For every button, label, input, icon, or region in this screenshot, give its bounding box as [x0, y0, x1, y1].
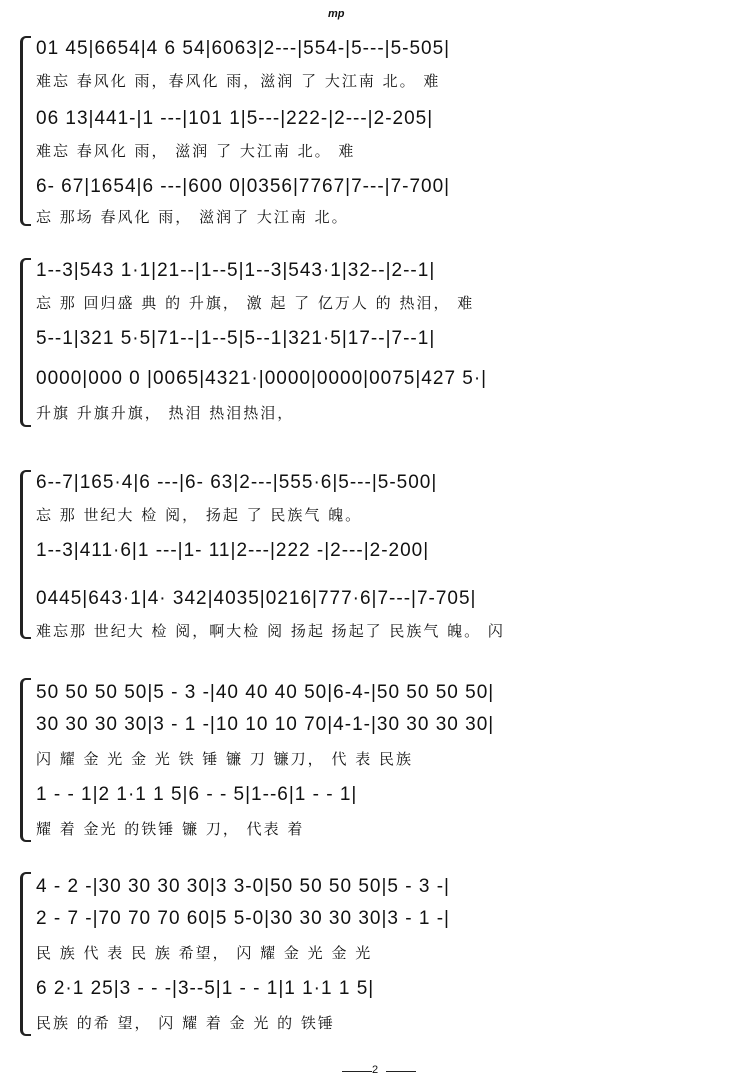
- lyrics-row: 难忘 春风化 雨， 滋润 了 大江南 北。 难: [36, 142, 356, 160]
- lyrics-row: 忘 那 世纪大 检 阅， 扬起 了 民族气 魄。: [36, 506, 363, 524]
- lyrics-row: 忘 那 回归盛 典 的 升旗， 激 起 了 亿万人 的 热泪， 难: [36, 294, 475, 312]
- system-5: [0, 866, 750, 1046]
- notes-row: 0445|643·1|4· 342|4035|0216|777·6|7---|7-705|: [36, 588, 477, 609]
- notes-row: 5--1|321 5·5|71--|1--5|5--1|321·5|17--|7--1|: [36, 328, 436, 349]
- lyrics-row: 耀 着 金光 的铁锤 镰 刀， 代表 着: [36, 820, 305, 838]
- system-4: [0, 672, 750, 852]
- lyrics-row: 民 族 代 表 民 族 希望， 闪 耀 金 光 金 光: [36, 944, 373, 962]
- notes-row: 30 30 30 30|3 - 1 -|10 10 10 70|4-1-|30 30 30 30|: [36, 714, 495, 735]
- system-bracket: [20, 872, 31, 1036]
- system-bracket: [20, 678, 31, 842]
- notes-row: 2 - 7 -|70 70 70 60|5 5-0|30 30 30 30|3 - 1 -|: [36, 908, 450, 929]
- page-number: 2: [371, 1064, 379, 1076]
- notes-row: 1 - - 1|2 1·1 1 5|6 - - 5|1--6|1 - - 1|: [36, 784, 358, 805]
- lyrics-row: 闪 耀 金 光 金 光 铁 锤 镰 刀 镰刀， 代 表 民族: [36, 750, 413, 768]
- notes-row: 50 50 50 50|5 - 3 -|40 40 40 50|6-4-|50 50 50 50|: [36, 682, 495, 703]
- notes-row: 1--3|411·6|1 ---|1- 11|2---|222 -|2---|2-200|: [36, 540, 430, 561]
- notes-row: 0000|000 0 |0065|4321·|0000|0000|0075|427 5·|: [36, 368, 488, 389]
- system-3: [0, 462, 750, 652]
- system-1: [0, 28, 750, 233]
- notes-row: 4 - 2 -|30 30 30 30|3 3-0|50 50 50 50|5 - 3 -|: [36, 876, 450, 897]
- dynamic-mark: mp: [328, 8, 345, 20]
- notes-row: 01 45|6654|4 6 54|6063|2---|554-|5---|5-505|: [36, 38, 451, 59]
- notes-row: 6 2·1 25|3 - - -|3--5|1 - - 1|1 1·1 1 5|: [36, 978, 375, 999]
- system-2: [0, 250, 750, 440]
- lyrics-row: 难忘那 世纪大 检 阅，啊大检 阅 扬起 扬起了 民族气 魄。 闪: [36, 622, 505, 640]
- notes-row: 6- 67|1654|6 ---|600 0|0356|7767|7---|7-700|: [36, 176, 451, 197]
- lyrics-row: 难忘 春风化 雨，春风化 雨，滋润 了 大江南 北。 难: [36, 72, 441, 90]
- lyrics-row: 升旗 升旗升旗， 热泪 热泪热泪，: [36, 404, 295, 422]
- system-bracket: [20, 470, 31, 639]
- system-bracket: [20, 258, 31, 427]
- notes-row: 6--7|165·4|6 ---|6- 63|2---|555·6|5---|5-500|: [36, 472, 438, 493]
- lyrics-row: 民族 的希 望， 闪 耀 着 金 光 的 铁锤: [36, 1014, 335, 1032]
- notes-row: 1--3|543 1·1|21--|1--5|1--3|543·1|32--|2--1|: [36, 260, 436, 281]
- notes-row: 06 13|441-|1 ---|101 1|5---|222-|2---|2-205|: [36, 108, 434, 129]
- lyrics-row: 忘 那场 春风化 雨， 滋润了 大江南 北。: [36, 208, 349, 226]
- system-bracket: [20, 36, 31, 226]
